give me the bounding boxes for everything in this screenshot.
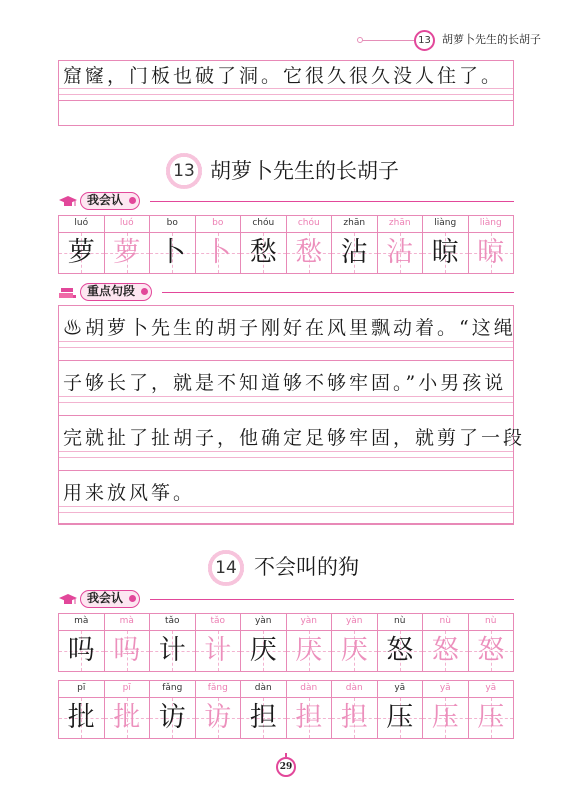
model-character	[241, 631, 286, 672]
page-number: 29	[276, 757, 296, 777]
character-glyph: 厌	[340, 635, 368, 666]
char-cell	[331, 215, 377, 274]
tag-label: 我会认	[80, 590, 140, 608]
character-glyph: 怒	[431, 635, 459, 666]
character-glyph: 卜	[204, 237, 232, 268]
lesson13-number-badge: 13	[166, 153, 202, 189]
character-glyph: 压	[386, 702, 414, 733]
model-character	[150, 631, 195, 672]
writing-line: 完就扯了扯胡子，他确定足够牢固，就剪了一段	[59, 416, 513, 471]
character-glyph: 怒	[386, 635, 414, 666]
character-glyph: 厌	[249, 635, 277, 666]
character-glyph: 晾	[431, 237, 459, 268]
trace-character	[196, 631, 241, 672]
writing-line: 子够长了，就是不知道够不够牢固。”小男孩说	[59, 361, 513, 416]
trace-character	[105, 631, 150, 672]
char-cell	[286, 215, 332, 274]
model-character	[150, 233, 195, 274]
char-cell	[286, 613, 332, 672]
trace-character	[378, 233, 423, 274]
model-character	[59, 698, 104, 739]
pinyin-label: nù	[423, 613, 468, 631]
char-cell	[422, 613, 468, 672]
character-glyph: 计	[158, 635, 186, 666]
character-glyph: 担	[249, 702, 277, 733]
writing-line: 用来放风筝。	[59, 471, 513, 524]
character-glyph: 吗	[67, 635, 95, 666]
character-glyph: 担	[295, 702, 323, 733]
char-cell	[58, 613, 104, 672]
trace-character	[332, 698, 377, 739]
char-cell	[468, 680, 514, 739]
pinyin-label: yā	[378, 680, 423, 698]
tag-rule	[150, 599, 514, 600]
trace-character	[287, 698, 332, 739]
character-glyph: 晾	[477, 237, 505, 268]
pinyin-label: tǎo	[150, 613, 195, 631]
pinyin-label: luó	[105, 215, 150, 233]
char-cell	[58, 680, 104, 739]
character-glyph: 愁	[295, 237, 323, 268]
pinyin-label: yàn	[332, 613, 377, 631]
char-cell	[149, 613, 195, 672]
trace-character	[287, 631, 332, 672]
writing-line: ♨胡萝卜先生的胡子刚好在风里飘动着。“这绳	[59, 306, 513, 361]
char-cell	[149, 215, 195, 274]
trace-character	[105, 698, 150, 739]
pinyin-label: nù	[378, 613, 423, 631]
character-glyph: 访	[204, 702, 232, 733]
pinyin-label: fǎng	[150, 680, 195, 698]
char-cell	[377, 680, 423, 739]
lesson13-recognize-tag	[58, 193, 140, 209]
trace-character	[196, 698, 241, 739]
tag-label: 我会认	[80, 192, 140, 210]
header-lesson-badge: 13	[414, 30, 435, 51]
char-cell	[149, 680, 195, 739]
char-cell	[195, 215, 241, 274]
pinyin-label: dàn	[332, 680, 377, 698]
trace-character	[469, 698, 514, 739]
graduation-cap-icon	[58, 194, 78, 208]
character-glyph: 愁	[249, 237, 277, 268]
model-character	[241, 233, 286, 274]
pinyin-label: bo	[150, 215, 195, 233]
char-cell	[377, 215, 423, 274]
lesson14-char-grid-row1	[58, 613, 514, 672]
trace-character	[105, 233, 150, 274]
character-glyph: 卜	[158, 237, 186, 268]
char-cell	[422, 680, 468, 739]
char-cell	[104, 215, 150, 274]
model-character	[378, 631, 423, 672]
pinyin-label: zhān	[332, 215, 377, 233]
tag-label: 重点句段	[80, 283, 152, 301]
lesson13-title: 胡萝卜先生的长胡子	[210, 159, 399, 183]
char-cell	[286, 680, 332, 739]
model-character	[241, 698, 286, 739]
char-cell	[104, 613, 150, 672]
pinyin-label: yā	[469, 680, 514, 698]
pinyin-label: dàn	[287, 680, 332, 698]
pinyin-label: luó	[59, 215, 104, 233]
char-cell	[240, 215, 286, 274]
model-character	[378, 698, 423, 739]
character-glyph: 担	[340, 702, 368, 733]
lesson14-number-badge: 14	[208, 550, 244, 586]
model-character	[332, 233, 377, 274]
char-cell	[331, 613, 377, 672]
pinyin-label: nù	[469, 613, 514, 631]
character-glyph: 批	[113, 702, 141, 733]
writing-line: 窟窿，门板也破了洞。它很久很久没人住了。	[59, 61, 513, 101]
character-glyph: 批	[67, 702, 95, 733]
character-glyph: 吗	[113, 635, 141, 666]
pinyin-label: tǎo	[196, 613, 241, 631]
pinyin-label: liàng	[469, 215, 514, 233]
pinyin-label: bo	[196, 215, 241, 233]
character-glyph: 压	[477, 702, 505, 733]
model-character	[423, 233, 468, 274]
header-title: 胡萝卜先生的长胡子	[442, 33, 541, 46]
pinyin-label: yā	[423, 680, 468, 698]
model-character	[150, 698, 195, 739]
trace-character	[469, 233, 514, 274]
trace-character	[423, 698, 468, 739]
lesson14-char-grid-row2	[58, 680, 514, 739]
pinyin-label: zhān	[378, 215, 423, 233]
char-cell	[240, 680, 286, 739]
trace-character	[287, 233, 332, 274]
character-glyph: 压	[431, 702, 459, 733]
pinyin-label: yàn	[241, 613, 286, 631]
char-cell	[104, 680, 150, 739]
char-cell	[468, 215, 514, 274]
char-cell	[240, 613, 286, 672]
pinyin-label: mà	[105, 613, 150, 631]
lesson14-recognize-tag	[58, 591, 140, 607]
pinyin-label: liàng	[423, 215, 468, 233]
pinyin-label: dàn	[241, 680, 286, 698]
character-glyph: 沾	[386, 237, 414, 268]
pinyin-label: chóu	[241, 215, 286, 233]
character-glyph: 沾	[340, 237, 368, 268]
character-glyph: 访	[158, 702, 186, 733]
char-cell	[195, 680, 241, 739]
char-cell	[468, 613, 514, 672]
pinyin-label: pī	[105, 680, 150, 698]
pinyin-label: pī	[59, 680, 104, 698]
passage-box	[58, 305, 526, 525]
graduation-cap-icon	[58, 592, 78, 606]
pinyin-label: yàn	[287, 613, 332, 631]
tag-rule	[150, 201, 514, 202]
char-cell	[331, 680, 377, 739]
character-glyph: 计	[204, 635, 232, 666]
lesson14-title: 不会叫的狗	[254, 555, 359, 579]
character-glyph: 萝	[67, 237, 95, 268]
top-writing-box	[58, 60, 514, 126]
tag-rule	[162, 292, 514, 293]
trace-character	[196, 233, 241, 274]
lesson13-char-grid	[58, 215, 514, 274]
char-cell	[422, 215, 468, 274]
pinyin-label: fǎng	[196, 680, 241, 698]
trace-character	[332, 631, 377, 672]
book-stack-icon	[58, 285, 78, 299]
pinyin-label: chóu	[287, 215, 332, 233]
char-cell	[195, 613, 241, 672]
key-passage-tag	[58, 284, 152, 300]
header-ornament-line	[362, 40, 414, 41]
model-character	[59, 233, 104, 274]
trace-character	[469, 631, 514, 672]
char-cell	[58, 215, 104, 274]
character-glyph: 厌	[295, 635, 323, 666]
pinyin-label: mà	[59, 613, 104, 631]
char-cell	[377, 613, 423, 672]
model-character	[59, 631, 104, 672]
character-glyph: 萝	[113, 237, 141, 268]
character-glyph: 怒	[477, 635, 505, 666]
trace-character	[423, 631, 468, 672]
